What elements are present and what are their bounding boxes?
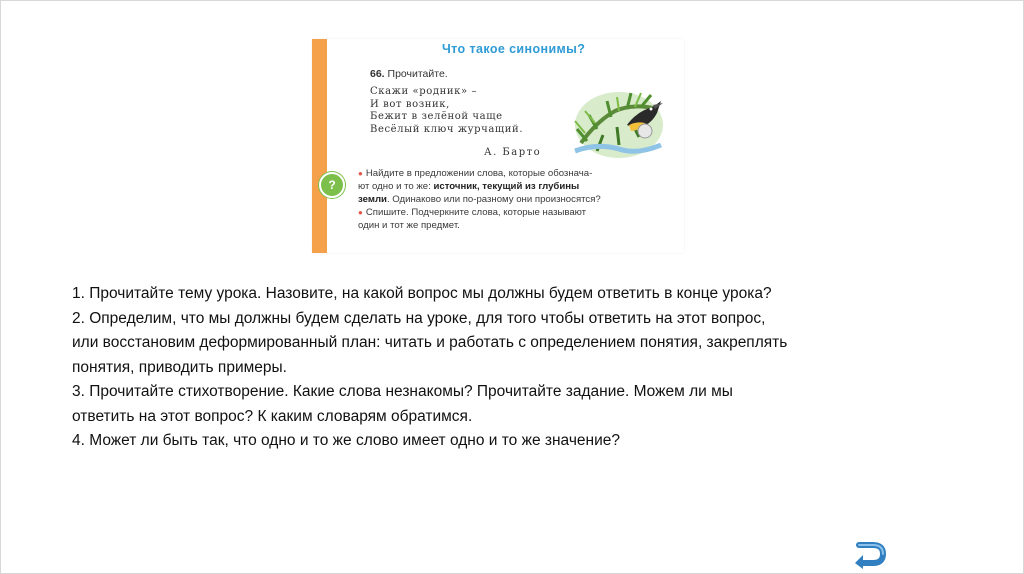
return-arrow-icon[interactable] xyxy=(853,539,887,569)
task-line xyxy=(358,180,673,193)
task-item xyxy=(358,206,673,232)
bird-on-branch-icon xyxy=(567,81,667,161)
poem xyxy=(370,86,523,136)
question-line: 2. Определим, что мы должны будем сделать на уроке, для того чтобы ответить на этот вопрос, xyxy=(72,309,766,327)
task-badge: ? xyxy=(319,172,345,198)
task-line xyxy=(358,219,673,232)
task-text: Спишите. Подчеркните слова, которые называют xyxy=(365,207,587,218)
task-text: Найдите в предложении слова, которые обознача- xyxy=(365,168,593,179)
task-line xyxy=(358,206,673,219)
poem-line: И вот возник, xyxy=(370,98,450,110)
task-text: ют одно и то же: xyxy=(358,181,434,192)
question-line: ответить на этот вопрос? К каким словарям обратимся. xyxy=(72,407,473,425)
question-line: понятия, приводить примеры. xyxy=(72,358,287,376)
poem-line: Скажи «родник» – xyxy=(370,86,478,97)
task-keyword: земли xyxy=(358,194,387,205)
page-edge-strip xyxy=(312,39,327,253)
question-line: 3. Прочитайте стихотворение. Какие слова незнакомы? Прочитайте задание. Можем ли мы xyxy=(72,383,733,400)
task-text: один и тот же предмет. xyxy=(358,220,460,231)
exercise-header xyxy=(370,68,448,80)
task-line xyxy=(358,193,673,206)
task-line xyxy=(358,167,673,180)
exercise-number: 66. xyxy=(370,68,385,80)
poem-line: Весёлый ключ журчащий. xyxy=(370,123,524,135)
task-keyword: источник, текущий из глубины xyxy=(433,181,580,192)
question-line: 1. Прочитайте тему урока. Назовите, на какой вопрос мы должны будем ответить в конце урока? xyxy=(72,285,772,302)
bullet-icon: ● xyxy=(358,208,363,217)
exercise-instruction: Прочитайте. xyxy=(387,68,448,80)
lesson-questions xyxy=(72,282,972,454)
bullet-icon: ● xyxy=(358,169,363,178)
textbook-excerpt xyxy=(312,39,684,253)
task-list xyxy=(358,167,673,232)
lesson-title: Что такое синонимы? xyxy=(442,42,586,56)
poem-line: Бежит в зелёной чаще xyxy=(370,111,503,123)
question-line: 4. Может ли быть так, что одно и то же слово имеет одно и то же значение? xyxy=(72,432,620,449)
question-line: или восстановим деформированный план: читать и работать с определением понятия, закреплять xyxy=(72,334,788,351)
task-item xyxy=(358,167,673,206)
poem-author: А. Барто xyxy=(484,147,542,158)
task-text: . Одинаково или по-разному они произносятся? xyxy=(386,194,601,205)
